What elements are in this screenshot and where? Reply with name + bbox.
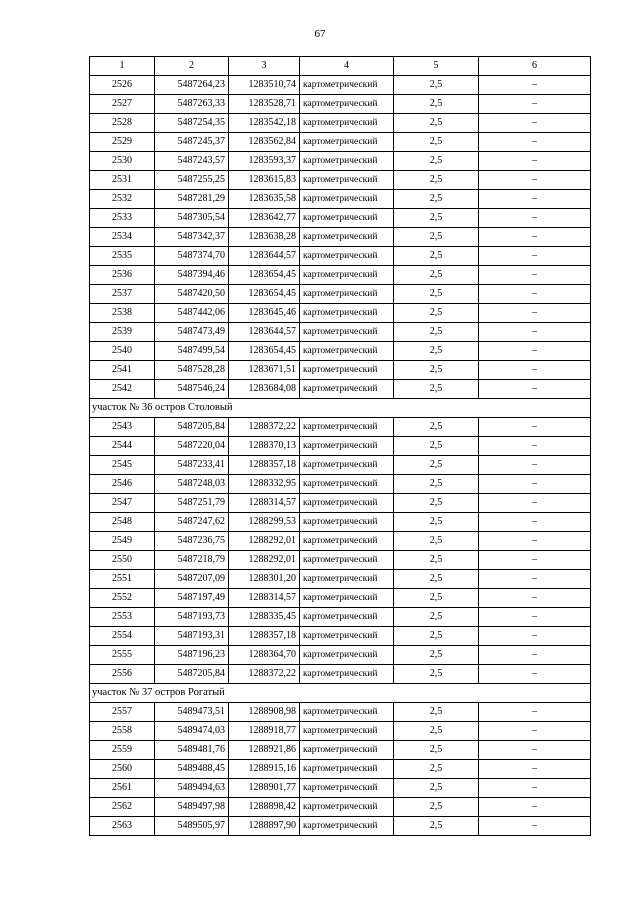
accuracy-cell: 2,5 (394, 532, 479, 551)
y-coordinate-cell: 1288372,22 (229, 665, 300, 684)
note-cell: – (479, 722, 591, 741)
note-cell: – (479, 76, 591, 95)
y-coordinate-cell: 1288921,86 (229, 741, 300, 760)
y-coordinate-cell: 1283644,57 (229, 323, 300, 342)
table-row (90, 361, 591, 380)
x-coordinate-cell: 5487342,37 (155, 228, 229, 247)
point-number-cell: 2532 (90, 190, 155, 209)
table-row (90, 133, 591, 152)
y-coordinate-cell: 1288897,90 (229, 817, 300, 836)
method-cell: картометрический (300, 76, 394, 95)
method-cell: картометрический (300, 779, 394, 798)
accuracy-cell: 2,5 (394, 551, 479, 570)
point-number-cell: 2552 (90, 589, 155, 608)
table-row (90, 494, 591, 513)
accuracy-cell: 2,5 (394, 627, 479, 646)
method-cell: картометрический (300, 133, 394, 152)
accuracy-cell: 2,5 (394, 247, 479, 266)
y-coordinate-cell: 1283593,37 (229, 152, 300, 171)
method-cell: картометрический (300, 741, 394, 760)
point-number-cell: 2543 (90, 418, 155, 437)
accuracy-cell: 2,5 (394, 589, 479, 608)
y-coordinate-cell: 1288292,01 (229, 551, 300, 570)
header-cell: 1 (90, 57, 155, 76)
x-coordinate-cell: 5487197,49 (155, 589, 229, 608)
y-coordinate-cell: 1283510,74 (229, 76, 300, 95)
method-cell: картометрический (300, 437, 394, 456)
method-cell: картометрический (300, 760, 394, 779)
section-title: участок № 36 остров Столовый (90, 399, 591, 418)
table-row (90, 304, 591, 323)
table-row (90, 342, 591, 361)
y-coordinate-cell: 1288364,70 (229, 646, 300, 665)
section-row (90, 399, 591, 418)
x-coordinate-cell: 5487420,50 (155, 285, 229, 304)
x-coordinate-cell: 5487247,62 (155, 513, 229, 532)
note-cell: – (479, 779, 591, 798)
note-cell: – (479, 551, 591, 570)
table-row (90, 570, 591, 589)
accuracy-cell: 2,5 (394, 76, 479, 95)
point-number-cell: 2527 (90, 95, 155, 114)
method-cell: картометрический (300, 342, 394, 361)
point-number-cell: 2541 (90, 361, 155, 380)
point-number-cell: 2550 (90, 551, 155, 570)
note-cell: – (479, 494, 591, 513)
header-cell: 5 (394, 57, 479, 76)
accuracy-cell: 2,5 (394, 228, 479, 247)
table-row (90, 76, 591, 95)
accuracy-cell: 2,5 (394, 817, 479, 836)
point-number-cell: 2536 (90, 266, 155, 285)
note-cell: – (479, 608, 591, 627)
note-cell: – (479, 228, 591, 247)
x-coordinate-cell: 5487281,29 (155, 190, 229, 209)
point-number-cell: 2528 (90, 114, 155, 133)
note-cell: – (479, 817, 591, 836)
table-row (90, 114, 591, 133)
header-cell: 4 (300, 57, 394, 76)
x-coordinate-cell: 5487374,70 (155, 247, 229, 266)
method-cell: картометрический (300, 589, 394, 608)
method-cell: картометрический (300, 266, 394, 285)
method-cell: картометрический (300, 228, 394, 247)
note-cell: – (479, 304, 591, 323)
accuracy-cell: 2,5 (394, 285, 479, 304)
note-cell: – (479, 532, 591, 551)
table-row (90, 380, 591, 399)
method-cell: картометрический (300, 494, 394, 513)
y-coordinate-cell: 1288299,53 (229, 513, 300, 532)
x-coordinate-cell: 5487546,24 (155, 380, 229, 399)
table-row (90, 779, 591, 798)
x-coordinate-cell: 5487263,33 (155, 95, 229, 114)
y-coordinate-cell: 1288292,01 (229, 532, 300, 551)
table-row (90, 95, 591, 114)
accuracy-cell: 2,5 (394, 190, 479, 209)
method-cell: картометрический (300, 475, 394, 494)
x-coordinate-cell: 5487207,09 (155, 570, 229, 589)
table-row (90, 247, 591, 266)
y-coordinate-cell: 1283562,84 (229, 133, 300, 152)
method-cell: картометрический (300, 703, 394, 722)
y-coordinate-cell: 1288357,18 (229, 627, 300, 646)
table-row (90, 152, 591, 171)
method-cell: картометрический (300, 608, 394, 627)
header-row (90, 57, 591, 76)
table-row (90, 418, 591, 437)
note-cell: – (479, 285, 591, 304)
table-row (90, 228, 591, 247)
point-number-cell: 2548 (90, 513, 155, 532)
x-coordinate-cell: 5487248,03 (155, 475, 229, 494)
table-row (90, 646, 591, 665)
accuracy-cell: 2,5 (394, 418, 479, 437)
x-coordinate-cell: 5487473,49 (155, 323, 229, 342)
note-cell: – (479, 665, 591, 684)
x-coordinate-cell: 5487233,41 (155, 456, 229, 475)
note-cell: – (479, 475, 591, 494)
table-row (90, 475, 591, 494)
point-number-cell: 2531 (90, 171, 155, 190)
method-cell: картометрический (300, 418, 394, 437)
method-cell: картометрический (300, 627, 394, 646)
x-coordinate-cell: 5487305,54 (155, 209, 229, 228)
y-coordinate-cell: 1283654,45 (229, 342, 300, 361)
table-row (90, 456, 591, 475)
y-coordinate-cell: 1288915,16 (229, 760, 300, 779)
accuracy-cell: 2,5 (394, 342, 479, 361)
point-number-cell: 2563 (90, 817, 155, 836)
accuracy-cell: 2,5 (394, 114, 479, 133)
method-cell: картометрический (300, 323, 394, 342)
header-cell: 3 (229, 57, 300, 76)
note-cell: – (479, 437, 591, 456)
x-coordinate-cell: 5489494,63 (155, 779, 229, 798)
x-coordinate-cell: 5489488,45 (155, 760, 229, 779)
point-number-cell: 2533 (90, 209, 155, 228)
x-coordinate-cell: 5487499,54 (155, 342, 229, 361)
method-cell: картометрический (300, 532, 394, 551)
note-cell: – (479, 741, 591, 760)
point-number-cell: 2530 (90, 152, 155, 171)
accuracy-cell: 2,5 (394, 304, 479, 323)
y-coordinate-cell: 1288898,42 (229, 798, 300, 817)
note-cell: – (479, 209, 591, 228)
x-coordinate-cell: 5489497,98 (155, 798, 229, 817)
accuracy-cell: 2,5 (394, 323, 479, 342)
point-number-cell: 2547 (90, 494, 155, 513)
x-coordinate-cell: 5487218,79 (155, 551, 229, 570)
y-coordinate-cell: 1283642,77 (229, 209, 300, 228)
method-cell: картометрический (300, 114, 394, 133)
point-number-cell: 2540 (90, 342, 155, 361)
method-cell: картометрический (300, 798, 394, 817)
point-number-cell: 2559 (90, 741, 155, 760)
method-cell: картометрический (300, 304, 394, 323)
method-cell: картометрический (300, 722, 394, 741)
table-row (90, 266, 591, 285)
x-coordinate-cell: 5487394,46 (155, 266, 229, 285)
note-cell: – (479, 760, 591, 779)
accuracy-cell: 2,5 (394, 361, 479, 380)
point-number-cell: 2539 (90, 323, 155, 342)
table-row (90, 817, 591, 836)
y-coordinate-cell: 1288357,18 (229, 456, 300, 475)
method-cell: картометрический (300, 95, 394, 114)
point-number-cell: 2542 (90, 380, 155, 399)
point-number-cell: 2561 (90, 779, 155, 798)
accuracy-cell: 2,5 (394, 741, 479, 760)
note-cell: – (479, 380, 591, 399)
section-title: участок № 37 остров Рогатый (90, 684, 591, 703)
point-number-cell: 2560 (90, 760, 155, 779)
header-cell: 2 (155, 57, 229, 76)
y-coordinate-cell: 1283645,46 (229, 304, 300, 323)
table-row (90, 703, 591, 722)
method-cell: картометрический (300, 171, 394, 190)
method-cell: картометрический (300, 817, 394, 836)
method-cell: картометрический (300, 190, 394, 209)
point-number-cell: 2546 (90, 475, 155, 494)
accuracy-cell: 2,5 (394, 703, 479, 722)
point-number-cell: 2538 (90, 304, 155, 323)
method-cell: картометрический (300, 152, 394, 171)
accuracy-cell: 2,5 (394, 171, 479, 190)
point-number-cell: 2551 (90, 570, 155, 589)
note-cell: – (479, 570, 591, 589)
y-coordinate-cell: 1283638,28 (229, 228, 300, 247)
accuracy-cell: 2,5 (394, 608, 479, 627)
accuracy-cell: 2,5 (394, 570, 479, 589)
method-cell: картометрический (300, 646, 394, 665)
note-cell: – (479, 342, 591, 361)
table-row (90, 513, 591, 532)
point-number-cell: 2556 (90, 665, 155, 684)
table-row (90, 798, 591, 817)
accuracy-cell: 2,5 (394, 95, 479, 114)
header-cell: 6 (479, 57, 591, 76)
point-number-cell: 2553 (90, 608, 155, 627)
accuracy-cell: 2,5 (394, 779, 479, 798)
y-coordinate-cell: 1283542,18 (229, 114, 300, 133)
method-cell: картометрический (300, 361, 394, 380)
x-coordinate-cell: 5487528,28 (155, 361, 229, 380)
x-coordinate-cell: 5487220,04 (155, 437, 229, 456)
point-number-cell: 2558 (90, 722, 155, 741)
point-number-cell: 2535 (90, 247, 155, 266)
note-cell: – (479, 133, 591, 152)
accuracy-cell: 2,5 (394, 266, 479, 285)
table-body (90, 57, 591, 836)
x-coordinate-cell: 5487205,84 (155, 665, 229, 684)
accuracy-cell: 2,5 (394, 209, 479, 228)
point-number-cell: 2545 (90, 456, 155, 475)
table-row (90, 665, 591, 684)
accuracy-cell: 2,5 (394, 798, 479, 817)
note-cell: – (479, 323, 591, 342)
accuracy-cell: 2,5 (394, 494, 479, 513)
method-cell: картометрический (300, 456, 394, 475)
table-row (90, 209, 591, 228)
accuracy-cell: 2,5 (394, 456, 479, 475)
point-number-cell: 2544 (90, 437, 155, 456)
y-coordinate-cell: 1283654,45 (229, 266, 300, 285)
y-coordinate-cell: 1283615,83 (229, 171, 300, 190)
y-coordinate-cell: 1283635,58 (229, 190, 300, 209)
x-coordinate-cell: 5489481,76 (155, 741, 229, 760)
method-cell: картометрический (300, 513, 394, 532)
y-coordinate-cell: 1288301,20 (229, 570, 300, 589)
table-row (90, 532, 591, 551)
point-number-cell: 2549 (90, 532, 155, 551)
method-cell: картометрический (300, 285, 394, 304)
note-cell: – (479, 247, 591, 266)
note-cell: – (479, 589, 591, 608)
table-row (90, 608, 591, 627)
note-cell: – (479, 171, 591, 190)
note-cell: – (479, 703, 591, 722)
x-coordinate-cell: 5487196,23 (155, 646, 229, 665)
y-coordinate-cell: 1283671,51 (229, 361, 300, 380)
x-coordinate-cell: 5487254,35 (155, 114, 229, 133)
point-number-cell: 2529 (90, 133, 155, 152)
x-coordinate-cell: 5487205,84 (155, 418, 229, 437)
y-coordinate-cell: 1283644,57 (229, 247, 300, 266)
table-row (90, 589, 591, 608)
note-cell: – (479, 513, 591, 532)
y-coordinate-cell: 1288370,13 (229, 437, 300, 456)
y-coordinate-cell: 1288314,57 (229, 589, 300, 608)
note-cell: – (479, 190, 591, 209)
page-number: 67 (314, 28, 326, 40)
accuracy-cell: 2,5 (394, 133, 479, 152)
x-coordinate-cell: 5487255,25 (155, 171, 229, 190)
table-row (90, 323, 591, 342)
x-coordinate-cell: 5487251,79 (155, 494, 229, 513)
method-cell: картометрический (300, 551, 394, 570)
note-cell: – (479, 627, 591, 646)
table-row (90, 627, 591, 646)
y-coordinate-cell: 1288332,95 (229, 475, 300, 494)
accuracy-cell: 2,5 (394, 722, 479, 741)
method-cell: картометрический (300, 380, 394, 399)
x-coordinate-cell: 5487245,37 (155, 133, 229, 152)
x-coordinate-cell: 5489473,51 (155, 703, 229, 722)
table-row (90, 741, 591, 760)
accuracy-cell: 2,5 (394, 513, 479, 532)
x-coordinate-cell: 5487264,23 (155, 76, 229, 95)
accuracy-cell: 2,5 (394, 152, 479, 171)
accuracy-cell: 2,5 (394, 665, 479, 684)
point-number-cell: 2526 (90, 76, 155, 95)
table-row (90, 285, 591, 304)
y-coordinate-cell: 1288314,57 (229, 494, 300, 513)
y-coordinate-cell: 1283528,71 (229, 95, 300, 114)
method-cell: картометрический (300, 209, 394, 228)
point-number-cell: 2554 (90, 627, 155, 646)
y-coordinate-cell: 1288901,77 (229, 779, 300, 798)
x-coordinate-cell: 5487193,31 (155, 627, 229, 646)
method-cell: картометрический (300, 665, 394, 684)
note-cell: – (479, 266, 591, 285)
y-coordinate-cell: 1288908,98 (229, 703, 300, 722)
note-cell: – (479, 418, 591, 437)
table-row (90, 551, 591, 570)
accuracy-cell: 2,5 (394, 380, 479, 399)
x-coordinate-cell: 5487236,75 (155, 532, 229, 551)
y-coordinate-cell: 1288372,22 (229, 418, 300, 437)
y-coordinate-cell: 1288335,45 (229, 608, 300, 627)
y-coordinate-cell: 1283684,08 (229, 380, 300, 399)
table-row (90, 437, 591, 456)
accuracy-cell: 2,5 (394, 475, 479, 494)
note-cell: – (479, 152, 591, 171)
point-number-cell: 2534 (90, 228, 155, 247)
y-coordinate-cell: 1288918,77 (229, 722, 300, 741)
note-cell: – (479, 456, 591, 475)
x-coordinate-cell: 5489474,03 (155, 722, 229, 741)
note-cell: – (479, 95, 591, 114)
y-coordinate-cell: 1283654,45 (229, 285, 300, 304)
note-cell: – (479, 361, 591, 380)
note-cell: – (479, 646, 591, 665)
x-coordinate-cell: 5489505,97 (155, 817, 229, 836)
coordinates-table (89, 56, 591, 836)
accuracy-cell: 2,5 (394, 437, 479, 456)
method-cell: картометрический (300, 247, 394, 266)
x-coordinate-cell: 5487243,57 (155, 152, 229, 171)
table-row (90, 722, 591, 741)
accuracy-cell: 2,5 (394, 646, 479, 665)
table-row (90, 760, 591, 779)
table-row (90, 190, 591, 209)
note-cell: – (479, 798, 591, 817)
x-coordinate-cell: 5487193,73 (155, 608, 229, 627)
point-number-cell: 2562 (90, 798, 155, 817)
method-cell: картометрический (300, 570, 394, 589)
point-number-cell: 2557 (90, 703, 155, 722)
x-coordinate-cell: 5487442,06 (155, 304, 229, 323)
point-number-cell: 2537 (90, 285, 155, 304)
note-cell: – (479, 114, 591, 133)
accuracy-cell: 2,5 (394, 760, 479, 779)
section-row (90, 684, 591, 703)
table-row (90, 171, 591, 190)
point-number-cell: 2555 (90, 646, 155, 665)
